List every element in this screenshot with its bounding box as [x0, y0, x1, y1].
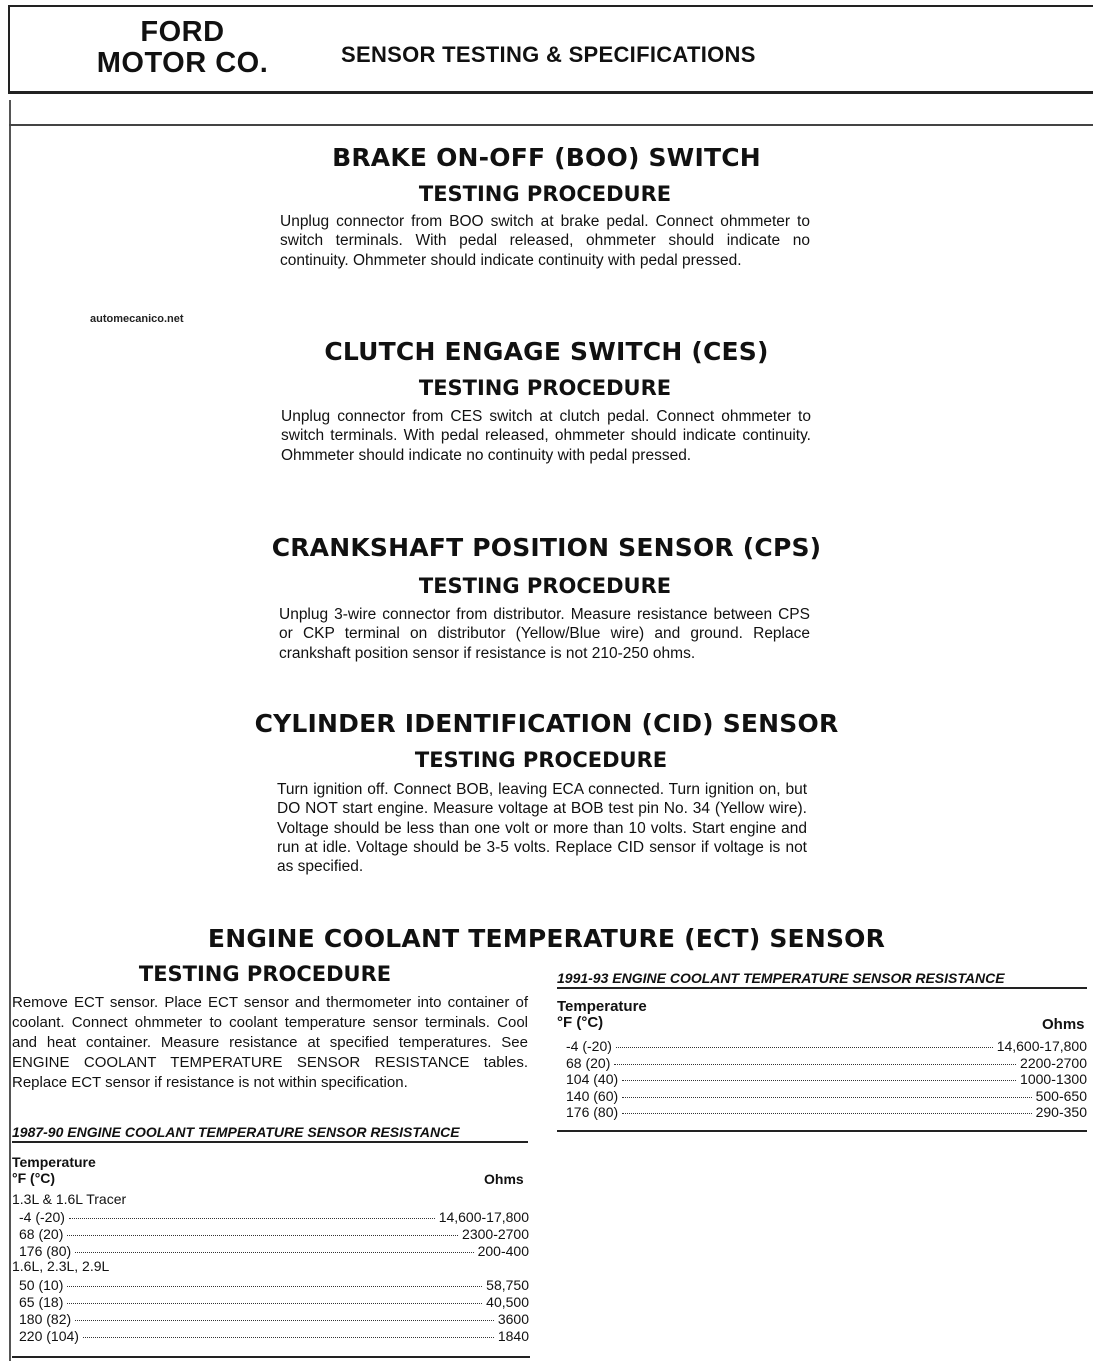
temp-cell: 104 (40) — [566, 1071, 619, 1087]
temp-cell: 176 (80) — [19, 1243, 72, 1259]
brand-line-2: MOTOR CO. — [96, 47, 269, 79]
ces-section-subtitle: TESTING PROCEDURE — [418, 376, 672, 400]
leader-dots — [622, 1080, 1016, 1081]
leader-dots — [614, 1064, 1016, 1065]
leader-dots — [75, 1252, 473, 1253]
table-row — [566, 1104, 1087, 1121]
ces-procedure-text: Unplug connector from CES switch at clutch pedal. Connect ohmmeter to switch terminals. With pedal released, ohmmeter should indicate continuity. Ohmmeter should indicate no continuity with pedal pressed. — [281, 408, 811, 464]
table-row — [566, 1088, 1087, 1105]
brand-line-1: FORD — [140, 16, 225, 48]
ohms-cell: 1840 — [497, 1328, 529, 1344]
boo-section-title: BRAKE ON-OFF (BOO) SWITCH — [332, 143, 761, 172]
table-1987-90-ohms-header: Ohms — [484, 1171, 524, 1187]
temp-header-line2: °F (°C) — [557, 1014, 604, 1031]
table-row — [566, 1071, 1087, 1088]
leader-dots — [67, 1235, 458, 1236]
temp-header-line2: °F (°C) — [12, 1170, 56, 1186]
leader-dots — [75, 1320, 494, 1321]
temp-cell: 220 (104) — [19, 1328, 79, 1344]
temp-cell: 140 (60) — [566, 1088, 619, 1104]
ohms-cell: 14,600-17,800 — [996, 1038, 1087, 1054]
ohms-cell: 14,600-17,800 — [438, 1209, 529, 1225]
table-row — [19, 1226, 529, 1243]
leader-dots — [622, 1113, 1031, 1114]
boo-procedure-text: Unplug connector from BOO switch at brake pedal. Connect ohmmeter to switch terminals. With pedal released, ohmmeter should indicate no continuity. Ohmmeter should indicate continuity with pedal pressed. — [280, 213, 810, 269]
leader-dots — [622, 1097, 1031, 1098]
table-1991-93-ohms-header: Ohms — [1042, 1016, 1085, 1033]
ohms-cell: 58,750 — [486, 1277, 529, 1293]
document-title: SENSOR TESTING & SPECIFICATIONS — [341, 42, 756, 67]
table-1991-93-title: 1991-93 ENGINE COOLANT TEMPERATURE SENSOR RESISTANCE — [557, 970, 1087, 989]
boo-section-subtitle: TESTING PROCEDURE — [418, 182, 672, 206]
ohms-cell: 290-350 — [1035, 1104, 1087, 1120]
ect-procedure-text: Remove ECT sensor. Place ECT sensor and thermometer into container of coolant. Connect ohmmeter to coolant temperature sensor terminals. Cool and heat container. Measure resistance at specified temperatures. See ENGINE COOLANT TEMPERATURE SENSOR RESISTANCE tables. Replace ECT sensor if resistance is not within specification. — [12, 994, 528, 1091]
ohms-cell: 2300-2700 — [462, 1226, 529, 1242]
table-1987-90-bottom-rule — [12, 1356, 530, 1358]
ohms-cell: 200-400 — [477, 1243, 529, 1259]
table-row — [566, 1055, 1087, 1072]
temp-cell: 68 (20) — [19, 1226, 64, 1242]
leader-dots — [67, 1286, 482, 1287]
temp-header-line1: Temperature — [12, 1154, 96, 1170]
brand-block — [80, 17, 285, 79]
cid-section-subtitle: TESTING PROCEDURE — [414, 748, 668, 772]
leader-dots — [69, 1218, 435, 1219]
temp-cell: 65 (18) — [19, 1294, 64, 1310]
top-frame-rule — [9, 124, 1093, 126]
table-1987-90-group-1: 1.3L & 1.6L Tracer — [12, 1191, 127, 1207]
cps-procedure-text: Unplug 3-wire connector from distributor. Measure resistance between CPS or CKP terminal on distributor (Yellow/Blue wire) and ground. Replace crankshaft position sensor if resistance is not 210-250 ohms. — [279, 606, 810, 662]
leader-dots — [83, 1337, 494, 1338]
table-1987-90-group-2: 1.6L, 2.3L, 2.9L — [12, 1258, 110, 1274]
ohms-cell: 2200-2700 — [1020, 1055, 1087, 1071]
table-row — [19, 1277, 529, 1294]
table-1991-93-bottom-rule — [557, 1130, 1087, 1132]
table-row — [566, 1038, 1087, 1055]
cps-section-subtitle: TESTING PROCEDURE — [418, 574, 672, 598]
table-row — [19, 1328, 529, 1345]
page-header — [8, 5, 1093, 94]
ect-section-subtitle: TESTING PROCEDURE — [138, 962, 392, 986]
ect-section-title: ENGINE COOLANT TEMPERATURE (ECT) SENSOR — [207, 924, 886, 953]
temp-header-line1: Temperature — [557, 998, 647, 1015]
ohms-cell: 500-650 — [1035, 1088, 1087, 1104]
cid-procedure-text: Turn ignition off. Connect BOB, leaving ECA connected. Turn ignition on, but DO NOT start engine. Measure voltage at BOB test pin No. 34 (Yellow wire). Voltage should be less than one volt or more than 10 volts. Start engine and run at idle. Voltage should be 3-5 volts. Replace CID sensor if voltage is not as specified. — [277, 781, 807, 876]
temp-cell: -4 (-20) — [19, 1209, 65, 1225]
ohms-cell: 1000-1300 — [1020, 1071, 1087, 1087]
temp-cell: 50 (10) — [19, 1277, 64, 1293]
cps-section-title: CRANKSHAFT POSITION SENSOR (CPS) — [271, 533, 822, 562]
cid-section-title: CYLINDER IDENTIFICATION (CID) SENSOR — [254, 709, 839, 738]
table-row — [19, 1311, 529, 1328]
table-1987-90-title: 1987-90 ENGINE COOLANT TEMPERATURE SENSOR RESISTANCE — [12, 1124, 528, 1143]
table-1987-90-temp-header — [12, 1154, 96, 1186]
table-row — [19, 1294, 529, 1311]
ces-section-title: CLUTCH ENGAGE SWITCH (CES) — [324, 337, 769, 366]
ohms-cell: 3600 — [497, 1311, 529, 1327]
leader-dots — [616, 1047, 993, 1048]
temp-cell: 68 (20) — [566, 1055, 611, 1071]
temp-cell: 176 (80) — [566, 1104, 619, 1120]
temp-cell: 180 (82) — [19, 1311, 72, 1327]
watermark: automecanico.net — [90, 313, 184, 325]
table-row — [19, 1209, 529, 1226]
temp-cell: -4 (-20) — [566, 1038, 612, 1054]
ohms-cell: 40,500 — [486, 1294, 529, 1310]
leader-dots — [67, 1303, 482, 1304]
table-1991-93-temp-header — [557, 999, 647, 1031]
